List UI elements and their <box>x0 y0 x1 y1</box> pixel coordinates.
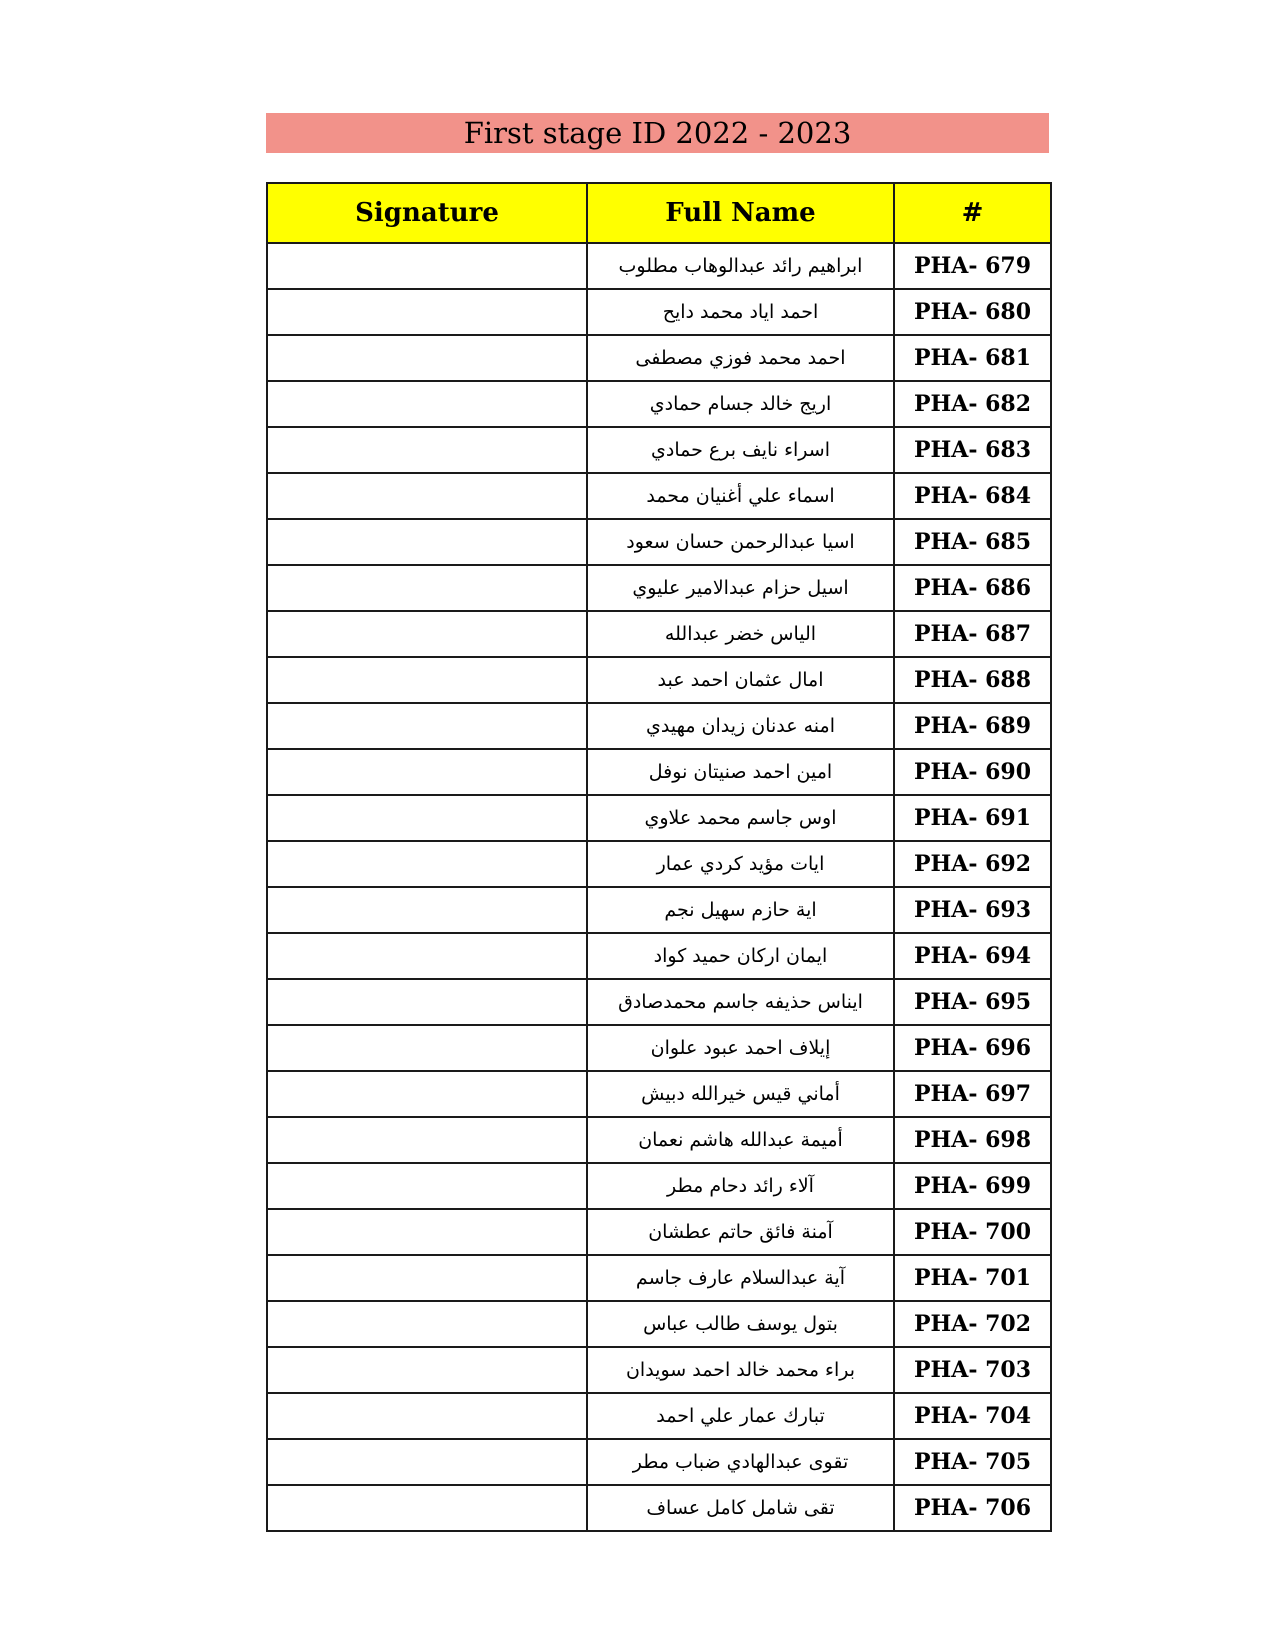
title-banner <box>266 113 1049 153</box>
table-body <box>267 243 1051 1531</box>
signature-cell[interactable] <box>267 519 587 565</box>
student-id-cell: PHA- 693 <box>894 887 1051 933</box>
student-id-cell: PHA- 689 <box>894 703 1051 749</box>
student-id-cell: PHA- 700 <box>894 1209 1051 1255</box>
table-row <box>267 841 1051 887</box>
signature-cell[interactable] <box>267 887 587 933</box>
table-row <box>267 1301 1051 1347</box>
table-row <box>267 933 1051 979</box>
signature-cell[interactable] <box>267 1301 587 1347</box>
signature-cell[interactable] <box>267 1025 587 1071</box>
student-id-table <box>266 182 1052 1532</box>
full-name-cell: اوس جاسم محمد علاوي <box>587 795 894 841</box>
full-name-cell: تقوى عبدالهادي ضباب مطر <box>587 1439 894 1485</box>
signature-cell[interactable] <box>267 1117 587 1163</box>
table-row <box>267 1485 1051 1531</box>
signature-cell[interactable] <box>267 565 587 611</box>
table-row <box>267 289 1051 335</box>
table-row <box>267 887 1051 933</box>
header-full-name: Full Name <box>587 183 894 243</box>
full-name-cell: الياس خضر عبدالله <box>587 611 894 657</box>
full-name-cell: ايات مؤيد كردي عمار <box>587 841 894 887</box>
table-row <box>267 1117 1051 1163</box>
full-name-cell: أميمة عبدالله هاشم نعمان <box>587 1117 894 1163</box>
table-row <box>267 473 1051 519</box>
signature-cell[interactable] <box>267 335 587 381</box>
signature-cell[interactable] <box>267 933 587 979</box>
student-id-cell: PHA- 705 <box>894 1439 1051 1485</box>
student-id-cell: PHA- 691 <box>894 795 1051 841</box>
student-id-cell: PHA- 680 <box>894 289 1051 335</box>
student-id-cell: PHA- 686 <box>894 565 1051 611</box>
full-name-cell: آمنة فائق حاتم عطشان <box>587 1209 894 1255</box>
full-name-cell: اسيا عبدالرحمن حسان سعود <box>587 519 894 565</box>
student-id-cell: PHA- 688 <box>894 657 1051 703</box>
full-name-cell: ابراهيم رائد عبدالوهاب مطلوب <box>587 243 894 289</box>
signature-cell[interactable] <box>267 1163 587 1209</box>
student-id-cell: PHA- 694 <box>894 933 1051 979</box>
signature-cell[interactable] <box>267 1439 587 1485</box>
signature-cell[interactable] <box>267 473 587 519</box>
student-id-cell: PHA- 692 <box>894 841 1051 887</box>
full-name-cell: براء محمد خالد احمد سويدان <box>587 1347 894 1393</box>
full-name-cell: ايناس حذيفه جاسم محمدصادق <box>587 979 894 1025</box>
full-name-cell: امال عثمان احمد عبد <box>587 657 894 703</box>
full-name-cell: إيلاف احمد عبود علوان <box>587 1025 894 1071</box>
table-row <box>267 611 1051 657</box>
signature-cell[interactable] <box>267 1209 587 1255</box>
student-id-cell: PHA- 681 <box>894 335 1051 381</box>
table-row <box>267 1025 1051 1071</box>
table-row <box>267 1209 1051 1255</box>
full-name-cell: اسيل حزام عبدالامير عليوي <box>587 565 894 611</box>
full-name-cell: تبارك عمار علي احمد <box>587 1393 894 1439</box>
full-name-cell: اريج خالد جسام حمادي <box>587 381 894 427</box>
student-id-cell: PHA- 697 <box>894 1071 1051 1117</box>
table-row <box>267 1347 1051 1393</box>
table-row <box>267 657 1051 703</box>
student-id-cell: PHA- 701 <box>894 1255 1051 1301</box>
full-name-cell: احمد اياد محمد دايح <box>587 289 894 335</box>
table-row <box>267 565 1051 611</box>
full-name-cell: تقى شامل كامل عساف <box>587 1485 894 1531</box>
signature-cell[interactable] <box>267 1393 587 1439</box>
signature-cell[interactable] <box>267 611 587 657</box>
student-id-cell: PHA- 687 <box>894 611 1051 657</box>
table-row <box>267 381 1051 427</box>
table-row <box>267 703 1051 749</box>
signature-cell[interactable] <box>267 381 587 427</box>
student-id-cell: PHA- 683 <box>894 427 1051 473</box>
student-id-cell: PHA- 704 <box>894 1393 1051 1439</box>
student-id-cell: PHA- 684 <box>894 473 1051 519</box>
full-name-cell: اية حازم سهيل نجم <box>587 887 894 933</box>
full-name-cell: امنه عدنان زيدان مهيدي <box>587 703 894 749</box>
student-id-cell: PHA- 682 <box>894 381 1051 427</box>
table-row <box>267 1071 1051 1117</box>
signature-cell[interactable] <box>267 749 587 795</box>
student-id-cell: PHA- 679 <box>894 243 1051 289</box>
table-row <box>267 1163 1051 1209</box>
signature-cell[interactable] <box>267 657 587 703</box>
signature-cell[interactable] <box>267 979 587 1025</box>
student-id-cell: PHA- 703 <box>894 1347 1051 1393</box>
table-row <box>267 749 1051 795</box>
full-name-cell: أماني قيس خيرالله دبيش <box>587 1071 894 1117</box>
signature-cell[interactable] <box>267 841 587 887</box>
signature-cell[interactable] <box>267 1485 587 1531</box>
student-id-cell: PHA- 706 <box>894 1485 1051 1531</box>
table-row <box>267 243 1051 289</box>
table-row <box>267 1439 1051 1485</box>
full-name-cell: آية عبدالسلام عارف جاسم <box>587 1255 894 1301</box>
table-row <box>267 427 1051 473</box>
table-row <box>267 1255 1051 1301</box>
student-id-cell: PHA- 695 <box>894 979 1051 1025</box>
signature-cell[interactable] <box>267 1071 587 1117</box>
signature-cell[interactable] <box>267 1347 587 1393</box>
table-row <box>267 519 1051 565</box>
signature-cell[interactable] <box>267 427 587 473</box>
student-id-cell: PHA- 702 <box>894 1301 1051 1347</box>
table-row <box>267 335 1051 381</box>
signature-cell[interactable] <box>267 703 587 749</box>
student-id-cell: PHA- 696 <box>894 1025 1051 1071</box>
student-id-cell: PHA- 690 <box>894 749 1051 795</box>
full-name-cell: احمد محمد فوزي مصطفى <box>587 335 894 381</box>
full-name-cell: ايمان اركان حميد كواد <box>587 933 894 979</box>
table-row <box>267 1393 1051 1439</box>
full-name-cell: بتول يوسف طالب عباس <box>587 1301 894 1347</box>
header-number: # <box>894 183 1051 243</box>
signature-cell[interactable] <box>267 289 587 335</box>
student-id-cell: PHA- 685 <box>894 519 1051 565</box>
table-row <box>267 795 1051 841</box>
full-name-cell: اسماء علي أغنيان محمد <box>587 473 894 519</box>
table-header-row <box>267 183 1051 243</box>
student-id-cell: PHA- 699 <box>894 1163 1051 1209</box>
student-id-cell: PHA- 698 <box>894 1117 1051 1163</box>
page-title: First stage ID 2022 - 2023 <box>463 116 852 150</box>
table-row <box>267 979 1051 1025</box>
full-name-cell: اسراء نايف برع حمادي <box>587 427 894 473</box>
header-signature: Signature <box>267 183 587 243</box>
full-name-cell: آلاء رائد دحام مطر <box>587 1163 894 1209</box>
signature-cell[interactable] <box>267 795 587 841</box>
full-name-cell: امين احمد صنيتان نوفل <box>587 749 894 795</box>
signature-cell[interactable] <box>267 243 587 289</box>
signature-cell[interactable] <box>267 1255 587 1301</box>
